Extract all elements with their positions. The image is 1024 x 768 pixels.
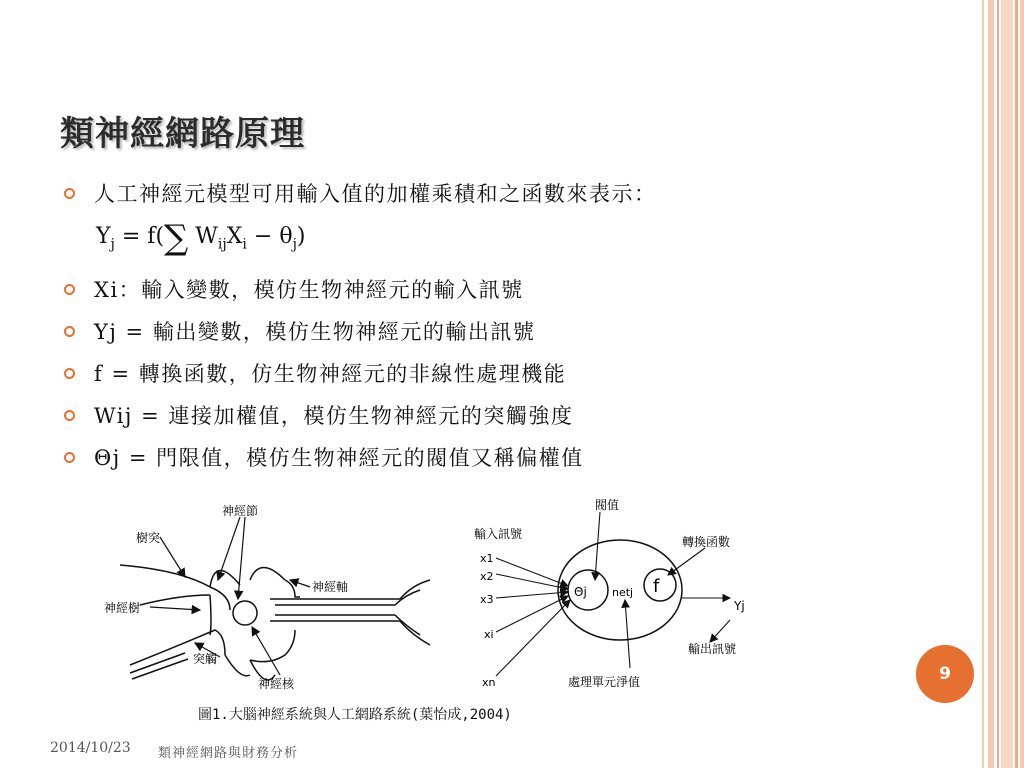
- bullet-text: f = 轉換函數，仿生物神經元的非線性處理機能: [94, 362, 567, 386]
- label-processing-unit: 處理單元淨值: [568, 675, 641, 689]
- label-output: Yj: [734, 599, 745, 613]
- label-synapse: 突觸: [193, 652, 218, 666]
- bullet-item: [62, 402, 922, 430]
- bullet-item: [62, 180, 922, 208]
- bullet-marker-icon: [64, 284, 75, 295]
- label-f: f: [653, 576, 660, 597]
- label-xn: xn: [482, 676, 496, 689]
- label-xi: xi: [484, 628, 494, 641]
- bullet-marker-icon: [64, 188, 75, 199]
- label-x1: x1: [480, 552, 494, 565]
- bullet-item: [62, 360, 922, 388]
- footer-text: 類神經網路與財務分析: [158, 746, 299, 761]
- label-nucleus: 神經核: [258, 677, 295, 691]
- bullet-marker-icon: [64, 326, 75, 337]
- bullet-text: Yj = 輸出變數，模仿生物神經元的輸出訊號: [94, 320, 536, 344]
- label-net: netj: [612, 586, 634, 599]
- biological-neuron-diagram: [100, 495, 440, 695]
- label-theta: Θj: [574, 585, 587, 599]
- bullet-item: [62, 276, 922, 304]
- label-dendrite: 樹突: [136, 531, 161, 545]
- right-border-decoration: [982, 0, 1024, 768]
- figure-caption: 圖1.大腦神經系統與人工網路系統(葉怡成,2004): [198, 707, 512, 723]
- bullet-text: 人工神經元模型可用輸入值的加權乘積和之函數來表示：: [94, 182, 657, 206]
- label-ganglion: 神經節: [222, 504, 259, 518]
- label-transfer-function: 轉換函數: [682, 535, 731, 549]
- artificial-neuron-diagram: [470, 490, 770, 695]
- label-x3: x3: [480, 593, 494, 606]
- bullet-text: Wij = 連接加權值，模仿生物神經元的突觸強度: [94, 404, 574, 428]
- label-input-signal: 輸入訊號: [474, 527, 523, 541]
- label-output-signal: 輸出訊號: [688, 642, 737, 656]
- bullet-marker-icon: [64, 368, 75, 379]
- label-threshold: 閥值: [595, 498, 620, 512]
- bullet-text: Xi：輸入變數，模仿生物神經元的輸入訊號: [94, 278, 524, 302]
- page-number-badge: 9: [916, 645, 974, 703]
- slide-title: 類神經網路原理: [60, 114, 305, 154]
- bullet-marker-icon: [64, 452, 75, 463]
- bullet-text: Θj = 門限值，模仿生物神經元的閥值又稱偏權值: [94, 446, 584, 470]
- footer-date: 2014/10/23: [50, 740, 131, 756]
- bullet-item: [62, 318, 922, 346]
- label-axon: 神經軸: [312, 580, 349, 594]
- label-dendrite-tree: 神經樹: [104, 601, 141, 615]
- neuron-formula: $Y_j = f(\sum$ $W_{ij}X_i - \theta_j$): [96, 218, 306, 258]
- bullet-marker-icon: [64, 410, 75, 421]
- label-x2: x2: [480, 570, 494, 583]
- bullet-item: [62, 444, 922, 472]
